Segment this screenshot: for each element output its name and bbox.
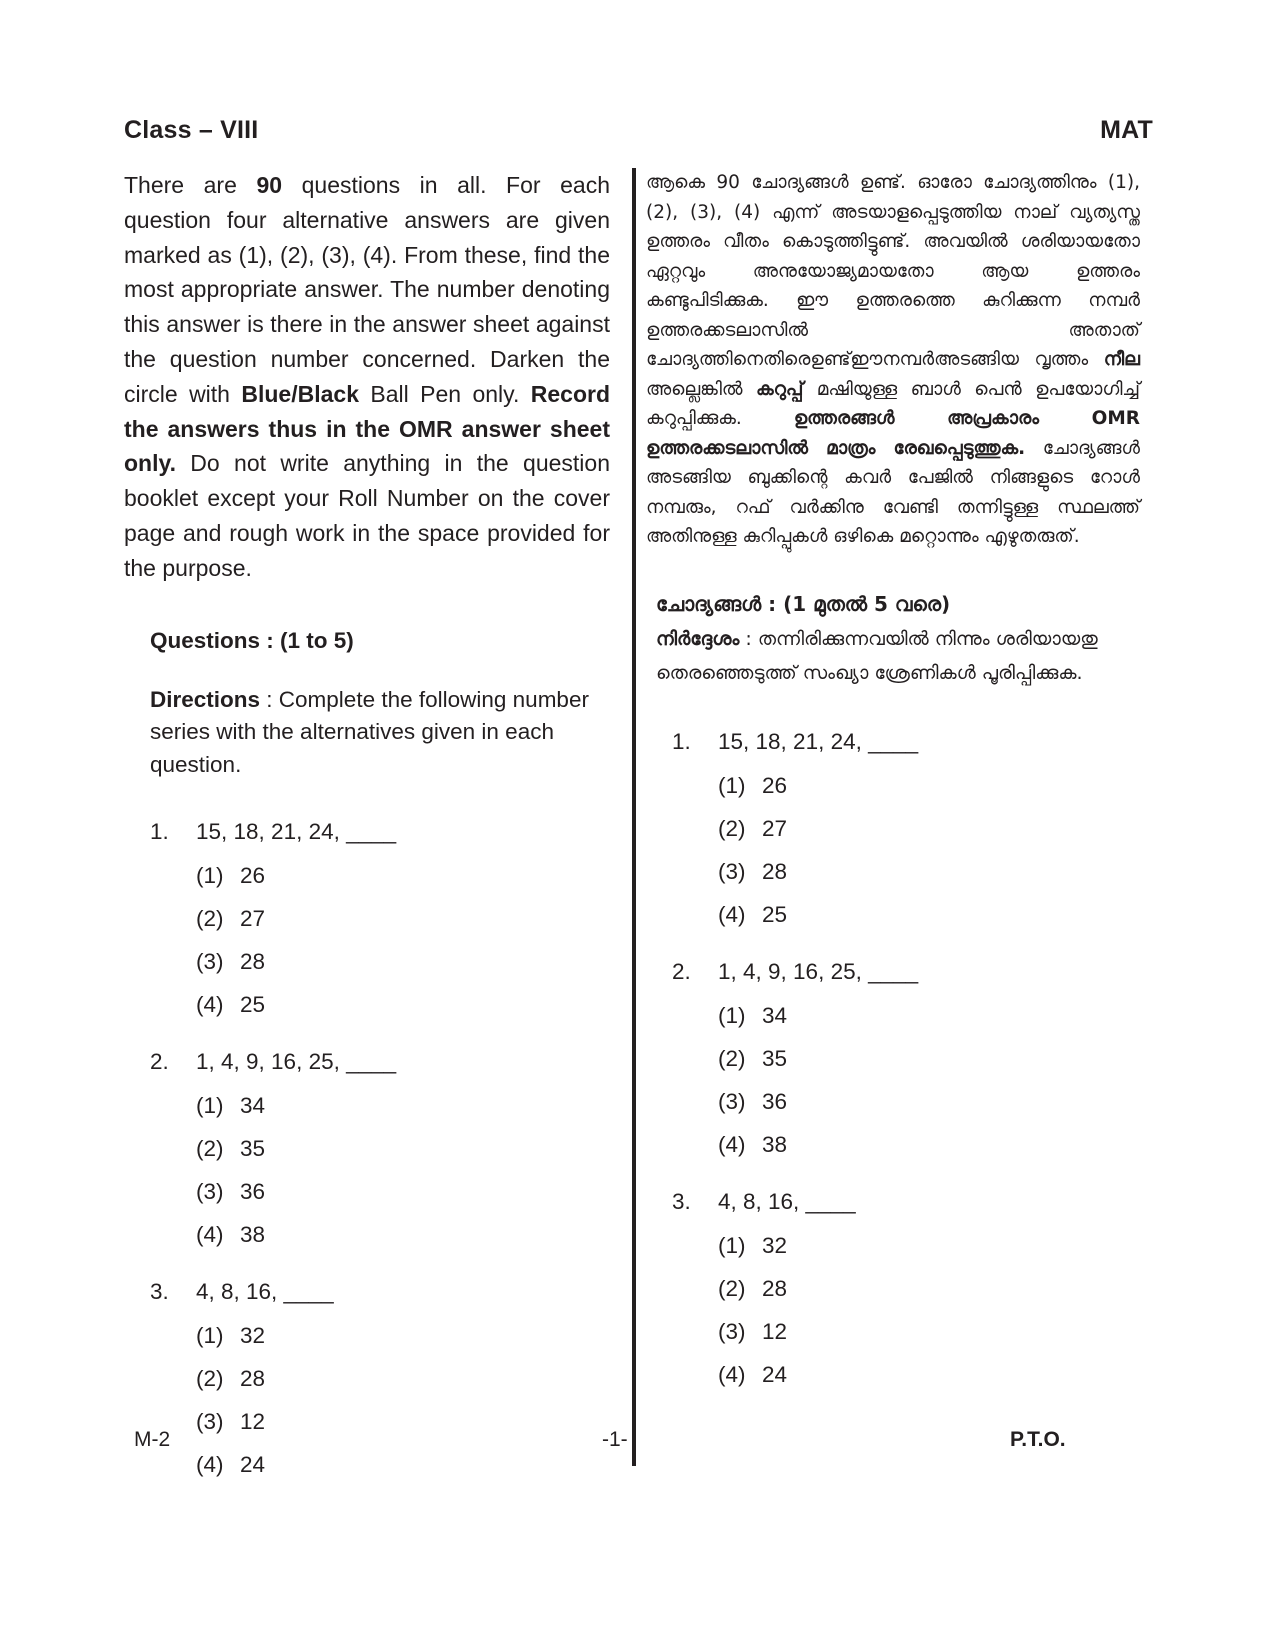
question-stem [672,956,1140,989]
option-value: 35 [240,1135,266,1161]
question-number: 1. [672,729,691,754]
option-value: 26 [762,773,788,798]
answer-option [196,1089,610,1122]
option-value: 27 [240,905,266,931]
option-value: 27 [762,816,788,841]
directions-en: Directions : Complete the following number series with the alternatives given in each question. [150,686,589,777]
option-value: 36 [240,1178,266,1204]
questions-heading-ml: ചോദ്യങ്ങൾ : (1 മുതൽ 5 വരെ) [656,591,951,616]
answer-option [196,1405,610,1438]
question-list-ml [672,726,1140,1392]
option-value: 28 [240,1365,266,1391]
answer-option [196,902,610,935]
page-number: -1- [602,1428,628,1451]
option-value: 12 [240,1408,266,1434]
option-value: 38 [240,1221,266,1247]
question-stem [672,1186,1140,1219]
paper-code: MAT [1100,116,1153,144]
option-number: (4) [718,1362,746,1387]
option-number: (1) [196,1092,224,1118]
option-number: (2) [196,905,224,931]
question-number: 1. [150,818,169,844]
option-number: (3) [196,948,224,974]
question-list-en [150,815,610,1481]
option-number: (1) [196,862,224,888]
option-number: (4) [196,991,224,1017]
option-value: 24 [240,1451,266,1477]
question-series: 4, 8, 16, ____ [718,1189,856,1214]
option-number: (1) [718,1003,746,1028]
option-value: 38 [762,1132,788,1157]
answer-option [718,770,1140,803]
answer-option [718,1273,1140,1306]
option-number: (4) [196,1451,224,1477]
answer-option [196,988,610,1021]
questions-section-en [150,628,610,1482]
question-3 [672,1186,1140,1392]
option-value: 28 [762,859,788,884]
answer-option [718,1086,1140,1119]
option-number: (2) [718,1046,746,1071]
question-series: 15, 18, 21, 24, ____ [196,818,397,844]
question-stem [150,1045,610,1078]
answer-option [718,1230,1140,1263]
option-value: 32 [240,1322,266,1348]
option-value: 32 [762,1233,788,1258]
question-stem [150,1275,610,1308]
option-value: 25 [240,991,266,1017]
class-label: Class – VIII [124,116,259,144]
option-number: (2) [718,1276,746,1301]
option-value: 34 [762,1003,788,1028]
answer-option [718,1043,1140,1076]
answer-option [718,813,1140,846]
answer-option [718,1129,1140,1162]
question-number: 3. [672,1189,691,1214]
option-value: 28 [762,1276,788,1301]
option-number: (2) [196,1135,224,1161]
question-number: 2. [672,959,691,984]
answer-option [196,1218,610,1251]
directions-ml: നിർദ്ദേശം : തന്നിരിക്കുന്നവയിൽ നിന്നും ശരിയായതു തെരഞ്ഞെടുത്ത് സംഖ്യാ ശ്രേണികൾ പൂരിപ്പിക്കുക. [656,627,1098,684]
answer-option [718,1000,1140,1033]
answer-option [196,1319,610,1352]
malayalam-column [646,168,1140,1416]
option-number: (4) [718,902,746,927]
column-divider [632,168,636,1466]
option-number: (3) [196,1178,224,1204]
answer-option [196,945,610,978]
booklet-code: M-2 [134,1428,171,1451]
instructions-ml: ആകെ 90 ചോദ്യങ്ങൾ ഉണ്ട്. ഓരോ ചോദ്യത്തിനും (1), (2), (3), (4) എന്ന് അടയാളപ്പെടുത്തിയ നാല് വ്യത്യസ്ത ഉത്തരം വീതം കൊടുത്തിട്ടുണ്ട്. അവയിൽ ശരിയായതോ ഏറ്റവും അനുയോജ്യമായതോ ആയ ഉത്തരം കണ്ടുപിടിക്കുക. ഈ ഉത്തരത്തെ കുറിക്കുന്ന നമ്പർ ഉത്തരക്കടലാസിൽ അതാത് ചോദ്യത്തിനെതിരെഉണ്ട്ഈനമ്പർഅടങ്ങിയ വൃത്തം നീല അല്ലെങ്കിൽ കറുപ്പ് മഷിയുള്ള ബാൾ പെൻ ഉപയോഗിച്ച് കറുപ്പിക്കുക. ഉത്തരങ്ങൾ അപ്രകാരം OMR ഉത്തരക്കടലാസിൽ മാത്രം രേഖപ്പെടുത്തുക. ചോദ്യങ്ങൾ അടങ്ങിയ ബുക്കിന്റെ കവർ പേജിൽ നിങ്ങളുടെ റോൾ നമ്പരും, റഫ് വർക്കിനു വേണ്ടി തന്നിട്ടുള്ള സ്ഥലത്ത് അതിനുള്ള കുറിപ്പുകൾ ഒഴികെ മറ്റൊന്നും എഴുതരുത്. [646,172,1141,547]
answer-option [718,856,1140,889]
answer-option [196,859,610,892]
please-turn-over: P.T.O. [1010,1428,1066,1451]
answer-option [718,1316,1140,1349]
answer-option [196,1175,610,1208]
answer-option [196,1448,610,1481]
answer-option [718,899,1140,932]
option-number: (3) [718,1089,746,1114]
instructions-en: There are 90 questions in all. For each question four alternative answers are given marked as (1), (2), (3), (4). From these, find the most appropriate answer. The number denoting this answer is there in the answer sheet against the question number concerned. Darken the circle with Blue/Black Ball Pen only. Record the answers thus in the OMR answer sheet only. Do not write anything in the question booklet except your Roll Number on the cover page and rough work in the space provided for the purpose. [124,172,610,581]
question-2 [150,1045,610,1251]
option-value: 35 [762,1046,788,1071]
question-series: 1, 4, 9, 16, 25, ____ [196,1048,397,1074]
option-value: 24 [762,1362,788,1387]
questions-heading-en: Questions : (1 to 5) [150,627,354,653]
option-number: (2) [196,1365,224,1391]
option-number: (2) [718,816,746,841]
option-value: 34 [240,1092,266,1118]
questions-section-ml [656,592,1140,1392]
option-value: 28 [240,948,266,974]
question-1 [672,726,1140,932]
question-number: 2. [150,1048,169,1074]
question-1 [150,815,610,1021]
question-series: 15, 18, 21, 24, ____ [718,729,919,754]
english-column [124,168,610,1505]
option-number: (4) [718,1132,746,1157]
answer-option [718,1359,1140,1392]
option-number: (1) [718,1233,746,1258]
option-number: (1) [718,773,746,798]
option-number: (3) [196,1408,224,1434]
option-value: 36 [762,1089,788,1114]
question-stem [672,726,1140,759]
answer-option [196,1362,610,1395]
answer-option [196,1132,610,1165]
option-value: 12 [762,1319,788,1344]
question-series: 1, 4, 9, 16, 25, ____ [718,959,919,984]
question-stem [150,815,610,848]
question-number: 3. [150,1278,169,1304]
question-3 [150,1275,610,1481]
option-value: 26 [240,862,266,888]
option-number: (1) [196,1322,224,1348]
option-number: (3) [718,859,746,884]
option-number: (3) [718,1319,746,1344]
option-number: (4) [196,1221,224,1247]
question-2 [672,956,1140,1162]
option-value: 25 [762,902,788,927]
question-series: 4, 8, 16, ____ [196,1278,334,1304]
